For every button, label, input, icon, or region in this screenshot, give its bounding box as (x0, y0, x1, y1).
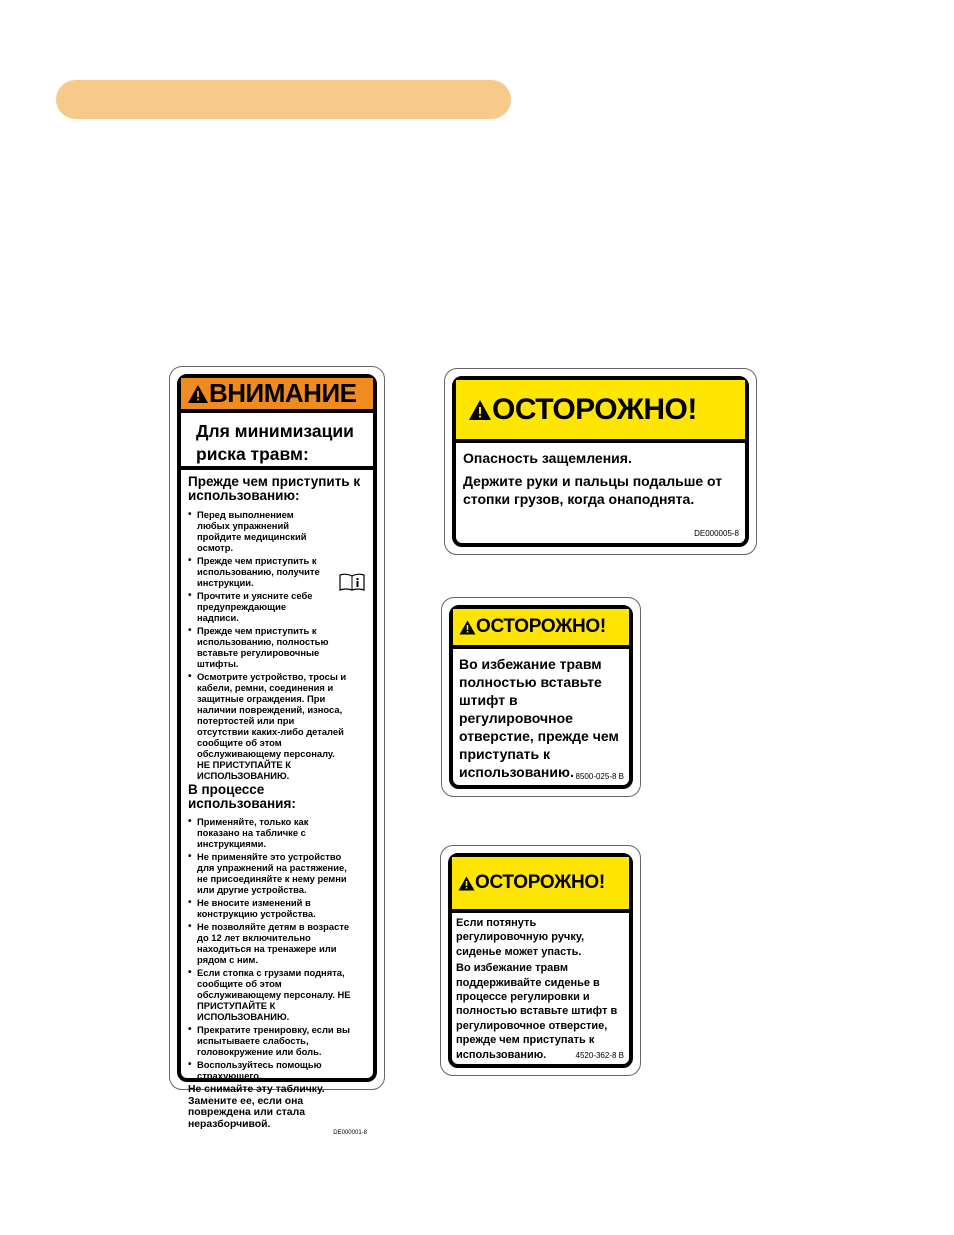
list-item: • Осмотрите устройство, тросы и кабели, ремни, соединения и защитные ограждения. При наличии повреждений, износа, потертостей или при отсутствии каких-либо деталей сообщите об этом обслуживающему персоналу. НЕ ПРИСТУПАЙТЕ К ИСПОЛЬЗОВАНИЮ. (188, 671, 367, 781)
pinch-line1: Опасность защемления. (463, 450, 632, 466)
before-use-title: Прежде чем приступить к использованию: (188, 474, 361, 503)
pinch-body (456, 443, 745, 543)
caution-subheader (181, 413, 373, 470)
seat-text2: Во избежание травм поддерживайте сиденье в процессе регулировки и полностью вставьте штифт в регулировочное отверстие, прежде чем приступать к использованию. (456, 962, 618, 1061)
pin-header (453, 609, 629, 649)
list-item: • Прекратите тренировку, если вы испытываете слабость, головокружение или боль. (188, 1024, 367, 1057)
pinch-label-frame (452, 376, 749, 547)
pin-code: 8500-025-8 B (575, 772, 624, 781)
caution-label (169, 366, 385, 1136)
caution-body (181, 470, 373, 1136)
pin-warning-label (441, 597, 641, 797)
caution-label-frame (177, 374, 377, 1136)
pin-header-text: ОСТОРОЖНО! (476, 616, 606, 637)
before-use-list (188, 509, 367, 781)
pinch-warning-label (444, 368, 757, 555)
pinch-header (456, 380, 745, 443)
caution-code: DE000001-8 (333, 1130, 367, 1136)
list-item: • Если стопка с грузами поднята, сообщите об этом обслуживающему персоналу. НЕ ПРИСТУПАЙТЕ К ИСПОЛЬЗОВАНИЮ. (188, 967, 367, 1022)
seat-text1: Если потянуть регулировочную ручку, сиденье может упасть. (456, 917, 585, 958)
list-item: • Прочтите и уясните себе предупреждающие надписи. (188, 590, 367, 623)
header-bar (56, 80, 511, 119)
warning-triangle-icon (187, 384, 209, 404)
seat-header-text: ОСТОРОЖНО! (475, 872, 605, 893)
seat-label-frame (448, 853, 633, 1068)
pinch-code: DE000005-8 (694, 529, 739, 538)
list-item: • Воспользуйтесь помощью страхующего. (188, 1059, 367, 1081)
manual-info-icon (339, 573, 365, 591)
during-use-title: В процессе использования: (188, 782, 296, 811)
pin-label-frame (449, 605, 633, 789)
seat-body (452, 913, 629, 1064)
caution-footer: Не снимайте эту табличку. Замените ее, если она повреждена или стала неразборчивой. (188, 1084, 325, 1130)
pinch-line2: Держите руки и пальцы подальше от стопки грузов, когда онаподнята. (463, 473, 723, 507)
caution-header-text: ВНИМАНИЕ (209, 378, 357, 408)
list-item: • Прежде чем приступить к использованию, получите инструкции. (188, 555, 367, 588)
pin-text: Во избежание травм полностью вставьте штифт в регулировочное отверстие, прежде чем приступать к использованию. (459, 656, 619, 780)
list-item: • Перед выполнением любых упражнений пройдите медицинский осмотр. (188, 509, 367, 553)
seat-code: 4520-362-8 B (575, 1051, 624, 1060)
warning-triangle-icon (468, 399, 492, 421)
caution-subheader-text: Для минимизации риска травм: (196, 421, 354, 464)
warning-triangle-icon (459, 620, 476, 635)
pin-body (453, 649, 629, 785)
during-use-list (188, 816, 367, 1081)
list-item: • Прежде чем приступить к использованию, полностью вставьте регулировочные штифты. (188, 625, 367, 669)
pinch-header-text: ОСТОРОЖНО! (492, 392, 697, 426)
warning-triangle-icon (458, 876, 475, 891)
list-item: • Не позволяйте детям в возрасте до 12 лет включительно находиться на тренажере или рядом с ним. (188, 921, 367, 965)
seat-warning-label (440, 845, 641, 1076)
list-item: • Не применяйте это устройство для упражнений на растяжение, не присоединяйте к нему ремни или другие устройства. (188, 851, 367, 895)
caution-header (181, 378, 373, 413)
seat-header (452, 857, 629, 913)
list-item: • Не вносите изменений в конструкцию устройства. (188, 897, 367, 919)
list-item: • Применяйте, только как показано на табличке с инструкциями. (188, 816, 367, 849)
